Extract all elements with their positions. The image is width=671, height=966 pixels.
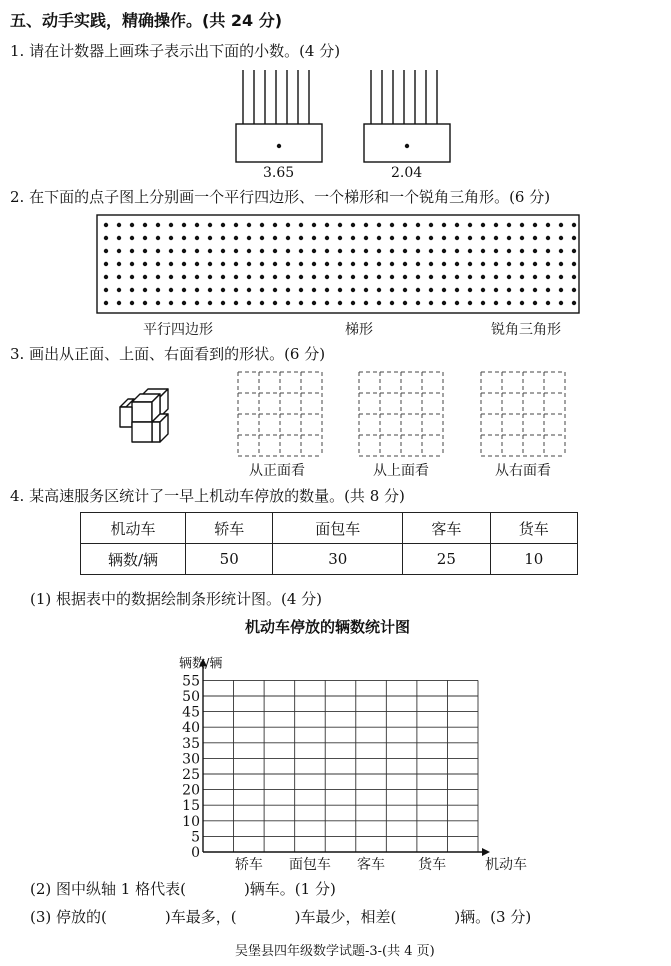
y-tick-label: 10 bbox=[182, 813, 200, 830]
table-cell: 客车 bbox=[403, 513, 490, 544]
y-tick-label: 15 bbox=[182, 798, 200, 815]
abacus-1-label: 3.65 bbox=[263, 165, 295, 181]
abacus-2-label: 2.04 bbox=[391, 165, 423, 181]
y-tick-label: 45 bbox=[182, 704, 200, 721]
table-cell: 面包车 bbox=[273, 513, 403, 544]
table-cell: 货车 bbox=[490, 513, 577, 544]
table-cell: 辆数/辆 bbox=[81, 544, 186, 575]
question-3-text: 3. 画出从正面、上面、右面看到的形状。(6 分) bbox=[10, 345, 326, 363]
x-tick-label: 轿车 bbox=[234, 857, 263, 873]
table-cell: 机动车 bbox=[81, 513, 186, 544]
dot-label-acute-triangle: 锐角三角形 bbox=[491, 322, 561, 338]
dot-label-trapezoid: 梯形 bbox=[345, 322, 373, 338]
x-tick-label: 客车 bbox=[357, 857, 386, 873]
sub-question-3: (3) 停放的( )车最多，( )车最少，相差( )辆。(3 分) bbox=[30, 908, 532, 926]
y-tick-label: 0 bbox=[191, 845, 200, 861]
table-cell: 轿车 bbox=[186, 513, 273, 544]
question-1-text: 1. 请在计数器上画珠子表示出下面的小数。(4 分) bbox=[10, 42, 341, 60]
y-tick-label: 5 bbox=[191, 829, 200, 846]
view-label-front: 从正面看 bbox=[249, 463, 305, 479]
page-footer: 吴堡县四年级数学试题-3-(共 4 页) bbox=[235, 944, 435, 959]
table-cell: 50 bbox=[186, 544, 273, 575]
table-cell: 30 bbox=[273, 544, 403, 575]
chart-title: 机动车停放的辆数统计图 bbox=[245, 618, 411, 636]
y-tick-label: 55 bbox=[182, 673, 200, 690]
y-tick-label: 40 bbox=[182, 720, 200, 737]
section-title: 五、动手实践，精确操作。(共 24 分) bbox=[10, 11, 283, 30]
dot-label-parallelogram: 平行四边形 bbox=[143, 322, 213, 338]
x-axis-label: 机动车 bbox=[485, 857, 527, 873]
table-cell: 10 bbox=[490, 544, 577, 575]
table-cell: 25 bbox=[403, 544, 490, 575]
y-axis-label: 辆数/辆 bbox=[179, 656, 223, 672]
x-axis-arrow bbox=[482, 848, 490, 856]
view-label-right: 从右面看 bbox=[495, 463, 551, 479]
question-4-text: 4. 某高速服务区统计了一早上机动车停放的数量。(共 8 分) bbox=[10, 487, 405, 505]
y-tick-label: 35 bbox=[182, 735, 200, 752]
x-tick-label: 面包车 bbox=[288, 857, 331, 873]
sub-question-2: (2) 图中纵轴 1 格代表( )辆车。(1 分) bbox=[30, 880, 336, 898]
y-tick-label: 20 bbox=[182, 782, 200, 799]
y-tick-label: 30 bbox=[182, 751, 200, 768]
y-tick-label: 25 bbox=[182, 767, 200, 783]
x-tick-label: 货车 bbox=[418, 857, 447, 873]
sub-question-1: (1) 根据表中的数据绘制条形统计图。(4 分) bbox=[30, 590, 323, 608]
y-tick-label: 50 bbox=[182, 689, 200, 705]
question-2-text: 2. 在下面的点子图上分别画一个平行四边形、一个梯形和一个锐角三角形。(6 分) bbox=[10, 188, 551, 206]
view-label-top: 从上面看 bbox=[373, 463, 429, 479]
